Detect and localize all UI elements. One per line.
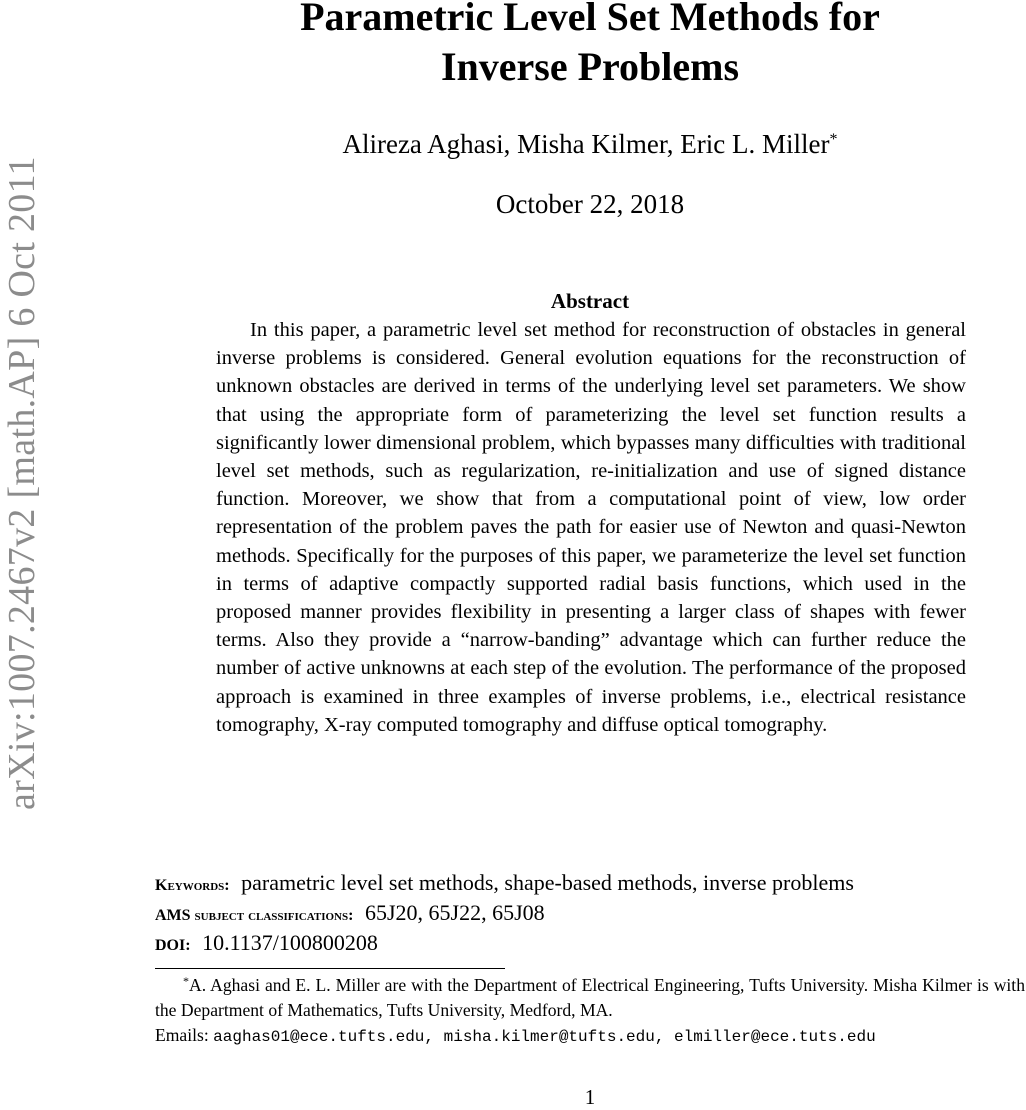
keywords-label: Keywords: bbox=[155, 877, 230, 894]
author-names: Alireza Aghasi, Misha Kilmer, Eric L. Miller bbox=[342, 129, 830, 159]
arxiv-identifier-stamp: arXiv:1007.2467v2 [math.AP] 6 Oct 2011 bbox=[1, 156, 43, 810]
paper-title bbox=[155, 0, 1025, 92]
ams-classification-line bbox=[155, 898, 545, 931]
ams-value: 65J20, 65J22, 65J08 bbox=[364, 900, 545, 925]
footnote-affiliation bbox=[155, 973, 1025, 1023]
doi-value[interactable]: 10.1137/100800208 bbox=[202, 930, 378, 955]
author-list bbox=[155, 127, 1025, 161]
keywords-value: parametric level set methods, shape-based methods, inverse problems bbox=[241, 870, 854, 895]
title-line-1: Parametric Level Set Methods for bbox=[300, 0, 880, 39]
doi-label: DOI: bbox=[155, 937, 191, 954]
abstract-heading: Abstract bbox=[550, 289, 630, 313]
page-number: 1 bbox=[584, 1085, 596, 1109]
emails-label: Emails: bbox=[155, 1025, 209, 1045]
abstract-text: In this paper, a parametric level set method for reconstruction of obstacles in general inverse problems is considered. General evolution equations for the reconstruction of unknown obstacles are derived in terms of the underlying level set parameters. We show that using the appropriate form of parameterizing the level set function results a significantly lower dimensional problem, which bypasses many difficulties with traditional level set methods, such as regularization, re-initialization and use of signed distance function. Moreover, we show that from a computational point of view, low order representation of the problem paves the path for easier use of Newton and quasi-Newton methods. Specifically for the purposes of this paper, we parameterize the level set function in terms of adaptive compactly supported radial basis functions, which used in the proposed manner provides flexibility in presenting a larger class of shapes with fewer terms. Also they provide a “narrow-banding” advantage which can further reduce the number of active unknowns at each step of the evolution. The performance of the proposed approach is examined in three examples of inverse problems, i.e., electrical resistance tomography, X-ray computed tomography and diffuse optical tomography. bbox=[216, 319, 966, 736]
title-line-2: Inverse Problems bbox=[440, 44, 740, 89]
footnote-divider bbox=[155, 968, 505, 969]
footnote-text: A. Aghasi and E. L. Miller are with the Department of Electrical Engineering, Tufts University. Misha Kilmer is with the Department of Mathematics, Tufts University, Medford, MA. bbox=[155, 975, 1025, 1020]
author-affiliation-footnote bbox=[155, 973, 1025, 1050]
footnote-mark: * bbox=[183, 974, 189, 988]
publication-date: October 22, 2018 bbox=[495, 189, 685, 219]
keywords-line bbox=[155, 868, 854, 901]
author-footnote-mark: * bbox=[829, 131, 838, 148]
doi-line bbox=[155, 928, 378, 961]
footnote-emails-line bbox=[155, 1023, 1025, 1050]
ams-label: AMS subject classifications: bbox=[155, 907, 354, 924]
email-addresses[interactable]: aaghas01@ece.tufts.edu, misha.kilmer@tufts.edu, elmiller@ece.tuts.edu bbox=[213, 1028, 876, 1046]
